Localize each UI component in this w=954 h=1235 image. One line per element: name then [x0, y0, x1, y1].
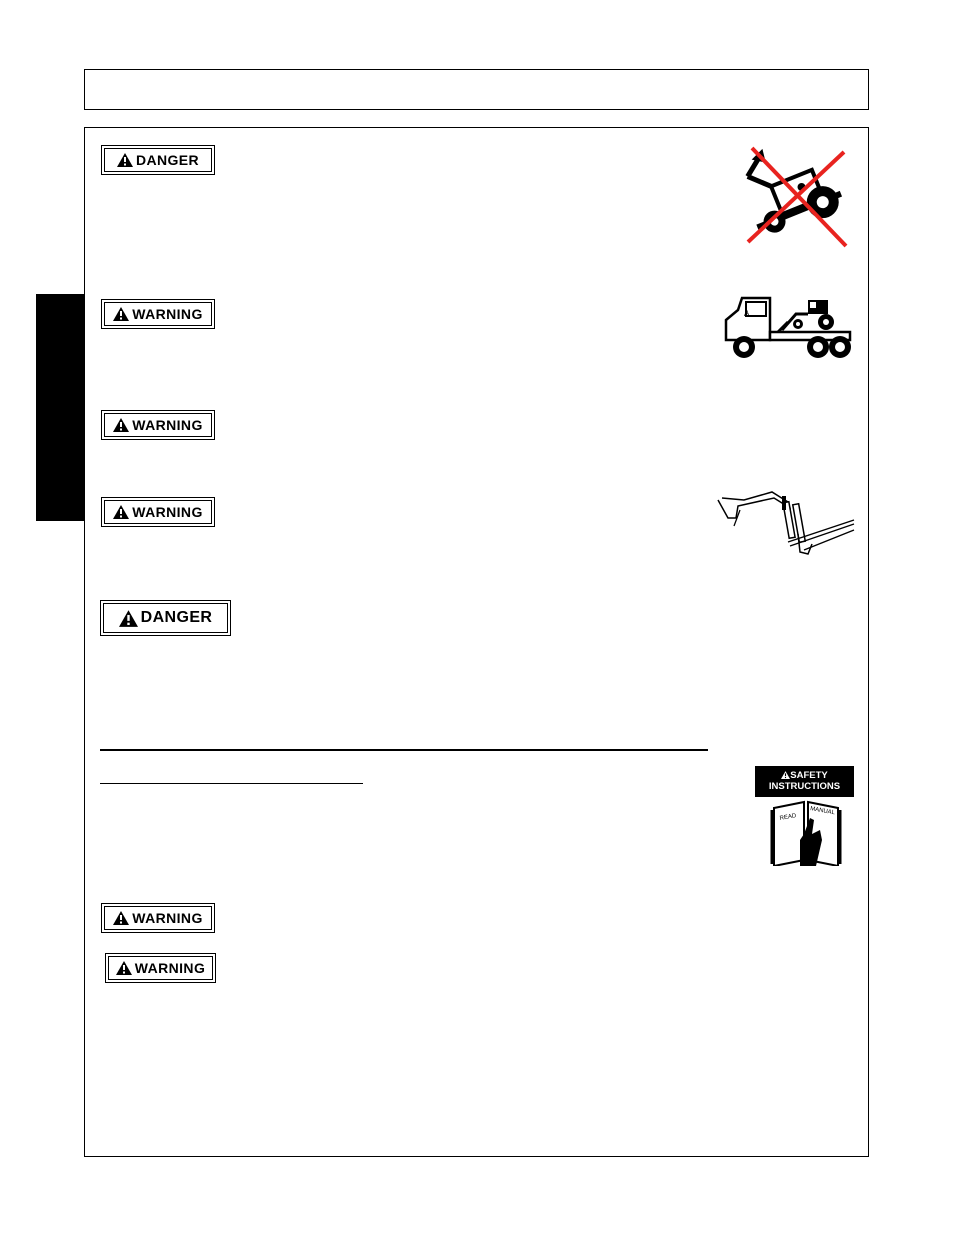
book-right-word: MANUAL — [809, 806, 836, 817]
warning-label-text: WARNING — [132, 504, 203, 520]
danger-label-1 — [101, 145, 215, 175]
subsection-underline — [100, 783, 363, 784]
warning-label-4 — [101, 903, 215, 933]
warning-label-text: WARNING — [132, 910, 203, 926]
danger-label-text: DANGER — [140, 609, 213, 626]
safety-instructions-header — [755, 766, 854, 797]
read-manual-icon — [770, 800, 842, 866]
warning-triangle-icon — [113, 505, 129, 519]
warning-label-2 — [101, 410, 215, 440]
danger-label-text: DANGER — [135, 152, 200, 168]
page-header-box — [84, 69, 869, 110]
warning-triangle-icon — [113, 307, 129, 321]
danger-label-2 — [100, 600, 231, 636]
warning-label-1 — [101, 299, 215, 329]
safety-line-2: INSTRUCTIONS — [768, 781, 841, 792]
section-side-tab — [36, 294, 84, 521]
warning-triangle-icon — [113, 911, 129, 925]
book-left-word: READ — [779, 813, 797, 822]
safety-instructions-panel — [755, 766, 854, 866]
warning-label-text: WARNING — [134, 960, 206, 976]
tractor-rollover-prohibited-icon — [740, 140, 852, 250]
content-box — [84, 127, 869, 1157]
warning-label-5 — [105, 953, 216, 983]
warning-triangle-icon — [113, 418, 129, 432]
safety-line-1: SAFETY — [790, 770, 828, 781]
loader-pallet-fork-icon — [714, 490, 856, 562]
truck-transport-icon — [722, 292, 854, 360]
warning-triangle-icon — [781, 771, 790, 779]
warning-triangle-icon — [119, 610, 138, 627]
warning-triangle-icon — [116, 961, 132, 975]
warning-label-3 — [101, 497, 215, 527]
warning-label-text: WARNING — [132, 306, 203, 322]
svg-text:A: A — [744, 309, 750, 318]
section-divider — [100, 749, 708, 751]
warning-label-text: WARNING — [132, 417, 203, 433]
warning-triangle-icon — [117, 153, 133, 167]
